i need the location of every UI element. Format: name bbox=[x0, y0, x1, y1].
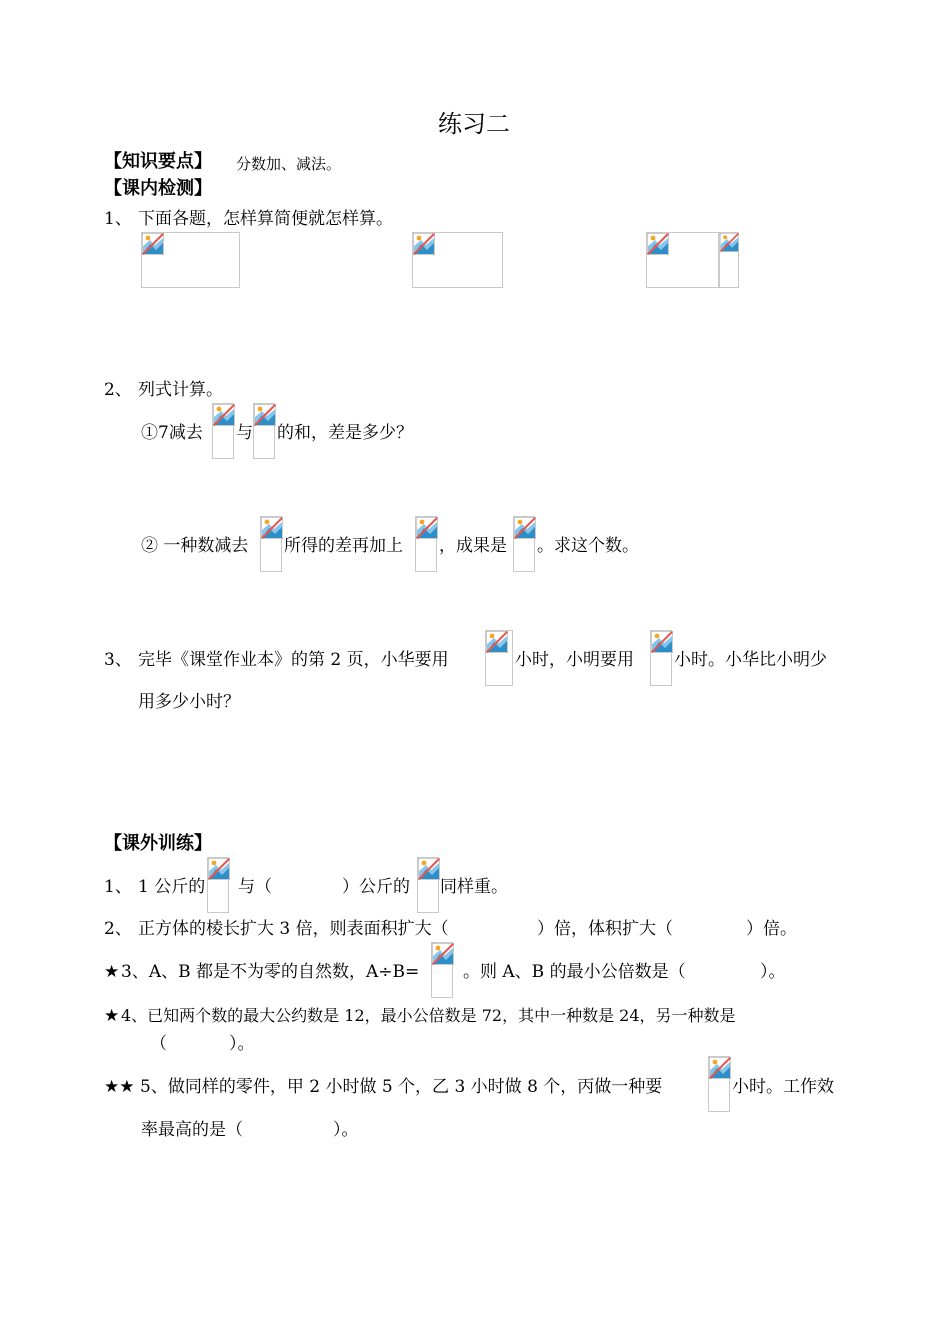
q2-number: 2、 bbox=[104, 380, 132, 400]
broken-image-icon bbox=[213, 404, 235, 426]
e5-stars: ★★ bbox=[104, 1077, 135, 1097]
e3-star: ★ bbox=[104, 962, 120, 982]
e4-star: ★ bbox=[104, 1006, 120, 1026]
broken-image-icon bbox=[261, 517, 283, 539]
e5-part-b: 小时。工作效 bbox=[732, 1077, 834, 1097]
e2-part-c: ）倍。 bbox=[746, 919, 797, 939]
broken-image-icon bbox=[413, 233, 435, 255]
q2-sub1-part-c: 的和，差是多少？ bbox=[277, 423, 413, 443]
broken-image-icon bbox=[254, 404, 276, 426]
q2-sub1-part-a: ①7减去 bbox=[141, 423, 203, 443]
e1-part-d: 同样重。 bbox=[440, 877, 508, 897]
image-placeholder bbox=[260, 516, 282, 572]
knowledge-label: 【知识要点】 bbox=[104, 151, 212, 172]
e1-number: 1、 bbox=[104, 877, 132, 897]
broken-image-icon bbox=[208, 858, 230, 880]
broken-image-icon bbox=[432, 943, 454, 965]
e1-part-b: 与（ bbox=[238, 877, 272, 897]
e3-part-c: ）。 bbox=[760, 962, 786, 982]
image-placeholder bbox=[646, 232, 719, 288]
broken-image-icon bbox=[720, 233, 739, 252]
e4-part-a: 4、已知两个数的最大公约数是 12，最小公倍数是 72，其中一种数是 24，另一种数是 bbox=[121, 1006, 736, 1025]
e1-part-a: 1 公斤的 bbox=[138, 877, 206, 897]
broken-image-icon bbox=[651, 631, 673, 653]
e5-part-a: 5、做同样的零件，甲 2 小时做 5 个，乙 3 小时做 8 个，丙做一种要 bbox=[140, 1077, 663, 1097]
image-placeholder bbox=[431, 942, 453, 998]
q2-sub2-part-a: ② 一种数减去 bbox=[141, 536, 249, 556]
extra-label: 【课外训练】 bbox=[104, 833, 212, 854]
image-placeholder bbox=[719, 232, 739, 288]
e4-part-b: （ bbox=[150, 1034, 167, 1054]
image-placeholder bbox=[207, 857, 229, 913]
broken-image-icon bbox=[514, 517, 536, 539]
broken-image-icon bbox=[416, 517, 438, 539]
q2-sub2-part-b: 所得的差再加上 bbox=[284, 536, 403, 556]
q2-sub1-part-b: 与 bbox=[236, 423, 253, 443]
image-placeholder bbox=[412, 232, 503, 288]
e2-part-b: ）倍，体积扩大（ bbox=[537, 919, 673, 939]
e3-part-a: 3、A、B 都是不为零的自然数，A÷B= bbox=[121, 962, 420, 982]
image-placeholder bbox=[417, 857, 439, 913]
e2-part-a: 正方体的棱长扩大 3 倍，则表面积扩大（ bbox=[138, 919, 449, 939]
e2-number: 2、 bbox=[104, 919, 132, 939]
q2-sub2-part-c: ，成果是 bbox=[439, 536, 507, 556]
image-placeholder bbox=[212, 403, 234, 459]
broken-image-icon bbox=[647, 233, 669, 255]
image-placeholder bbox=[650, 630, 672, 686]
e4-part-c: ）。 bbox=[229, 1034, 255, 1054]
broken-image-icon bbox=[142, 233, 164, 255]
page-title: 练习二 bbox=[438, 110, 510, 138]
broken-image-icon bbox=[418, 858, 440, 880]
image-placeholder bbox=[513, 516, 535, 572]
q3-part-d: 用多少小时？ bbox=[138, 692, 240, 712]
image-placeholder bbox=[253, 403, 275, 459]
q3-part-a: 完毕《课堂作业本》的第 2 页，小华要用 bbox=[138, 650, 449, 670]
image-placeholder bbox=[485, 630, 513, 686]
q2-sub2-part-d: 。求这个数。 bbox=[537, 536, 639, 556]
q3-number: 3、 bbox=[104, 650, 132, 670]
image-placeholder bbox=[708, 1056, 730, 1112]
q2-text: 列式计算。 bbox=[138, 380, 223, 400]
broken-image-icon bbox=[709, 1057, 731, 1079]
q3-part-c: 小时。小华比小明少 bbox=[674, 650, 827, 670]
knowledge-text: 分数加、减法。 bbox=[236, 155, 342, 173]
image-placeholder bbox=[415, 516, 437, 572]
q1-number: 1、 bbox=[104, 209, 132, 229]
e5-part-c: 率最高的是（ bbox=[141, 1120, 243, 1140]
q3-part-b: 小时，小明要用 bbox=[515, 650, 634, 670]
broken-image-icon bbox=[486, 631, 508, 653]
q1-text: 下面各题，怎样算简便就怎样算。 bbox=[138, 209, 393, 229]
e3-part-b: 。则 A、B 的最小公倍数是（ bbox=[463, 962, 686, 982]
in-class-label: 【课内检测】 bbox=[104, 178, 212, 199]
e5-part-d: ）。 bbox=[333, 1120, 359, 1140]
e1-part-c: ）公斤的 bbox=[342, 877, 410, 897]
image-placeholder bbox=[141, 232, 240, 288]
